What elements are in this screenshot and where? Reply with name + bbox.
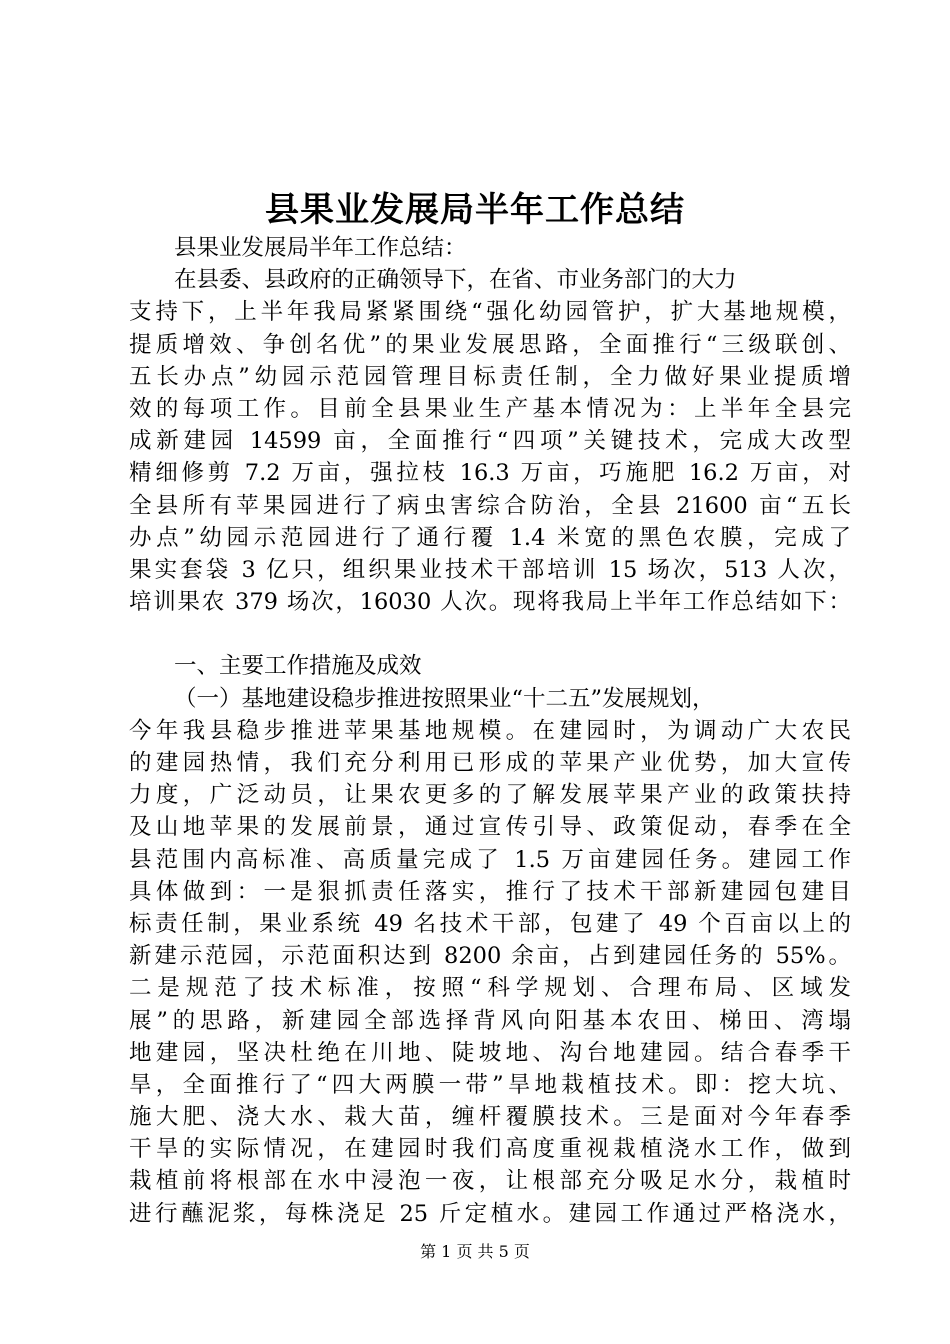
body-line: 效的每项工作。目前全县果业生产基本情况为：上半年全县完 [129, 395, 851, 422]
body-line: 二是规范了技术标准，按照“科学规划、合理布局、区域发 [129, 975, 851, 1002]
body-line: 县范围内高标准、高质量完成了 1.5 万亩建园任务。建园工作 [129, 846, 851, 873]
body-line: 施大肥、浇大水、栽大苗，缠杆覆膜技术。三是面对今年春季 [129, 1104, 851, 1131]
body-line: 干旱的实际情况，在建园时我们高度重视栽植浇水工作，做到 [129, 1136, 851, 1163]
body-line: 今年我县稳步推进苹果基地规模。在建园时，为调动广大农民 [129, 717, 851, 744]
body-line: 精细修剪 7.2 万亩，强拉枝 16.3 万亩，巧施肥 16.2 万亩，对 [129, 460, 851, 487]
section-heading: 一、主要工作措施及成效 [174, 653, 422, 680]
body-line: 支持下，上半年我局紧紧围绕“强化幼园管护，扩大基地规模， [129, 299, 851, 326]
body-line: 进行蘸泥浆，每株浇足 25 斤定植水。建园工作通过严格浇水， [129, 1200, 851, 1227]
body-line: 在县委、县政府的正确领导下，在省、市业务部门的大力 [174, 267, 737, 294]
body-line: 旱，全面推行了“四大两膜一带”旱地栽植技术。即：挖大坑、 [129, 1071, 851, 1098]
body-line: 的建园热情，我们充分利用已形成的苹果产业优势，加大宣传 [129, 750, 851, 776]
body-line: 培训果农 379 场次，16030 人次。现将我局上半年工作总结如下： [129, 589, 851, 616]
body-line: 成新建园 14599 亩，全面推行“四项”关键技术，完成大改型 [129, 428, 851, 455]
body-line: 及山地苹果的发展前景，通过宣传引导、政策促动，春季在全 [129, 814, 851, 841]
document-body [129, 232, 851, 1230]
body-line: 县果业发展局半年工作总结： [174, 235, 467, 261]
body-line: 提质增效、争创名优”的果业发展思路，全面推行“三级联创、 [129, 331, 851, 358]
body-line: 新建示范园，示范面积达到 8200 余亩，占到建园任务的 55%。 [129, 943, 851, 970]
body-line: 标责任制，果业系统 49 名技术干部，包建了 49 个百亩以上的 [129, 910, 851, 937]
body-line: 具体做到：一是狠抓责任落实，推行了技术干部新建园包建目 [129, 878, 851, 905]
body-line: 地建园，坚决杜绝在川地、陡坡地、沟台地建园。结合春季干 [129, 1039, 851, 1066]
blank-line [129, 618, 851, 650]
body-line: 五长办点”幼园示范园管理目标责任制，全力做好果业提质增 [129, 363, 851, 390]
body-line: 果实套袋 3 亿只，组织果业技术干部培训 15 场次，513 人次， [129, 556, 851, 583]
subsection-heading: （一）基地建设稳步推进按照果业“十二五”发展规划， [174, 685, 715, 712]
page-footer: 第 1 页 共 5 页 [420, 1242, 530, 1261]
body-line: 栽植前将根部在水中浸泡一夜，让根部充分吸足水分，栽植时 [129, 1168, 851, 1195]
document-title: 县果业发展局半年工作总结 [265, 190, 685, 230]
body-line: 展”的思路，新建园全部选择背风向阳基本农田、梯田、湾塌 [129, 1007, 851, 1034]
body-line: 办点”幼园示范园进行了通行覆 1.4 米宽的黑色农膜，完成了 [129, 524, 851, 551]
body-line: 力度，广泛动员，让果农更多的了解发展苹果产业的政策扶持 [129, 782, 851, 809]
body-line: 全县所有苹果园进行了病虫害综合防治，全县 21600 亩“五长 [129, 492, 851, 519]
